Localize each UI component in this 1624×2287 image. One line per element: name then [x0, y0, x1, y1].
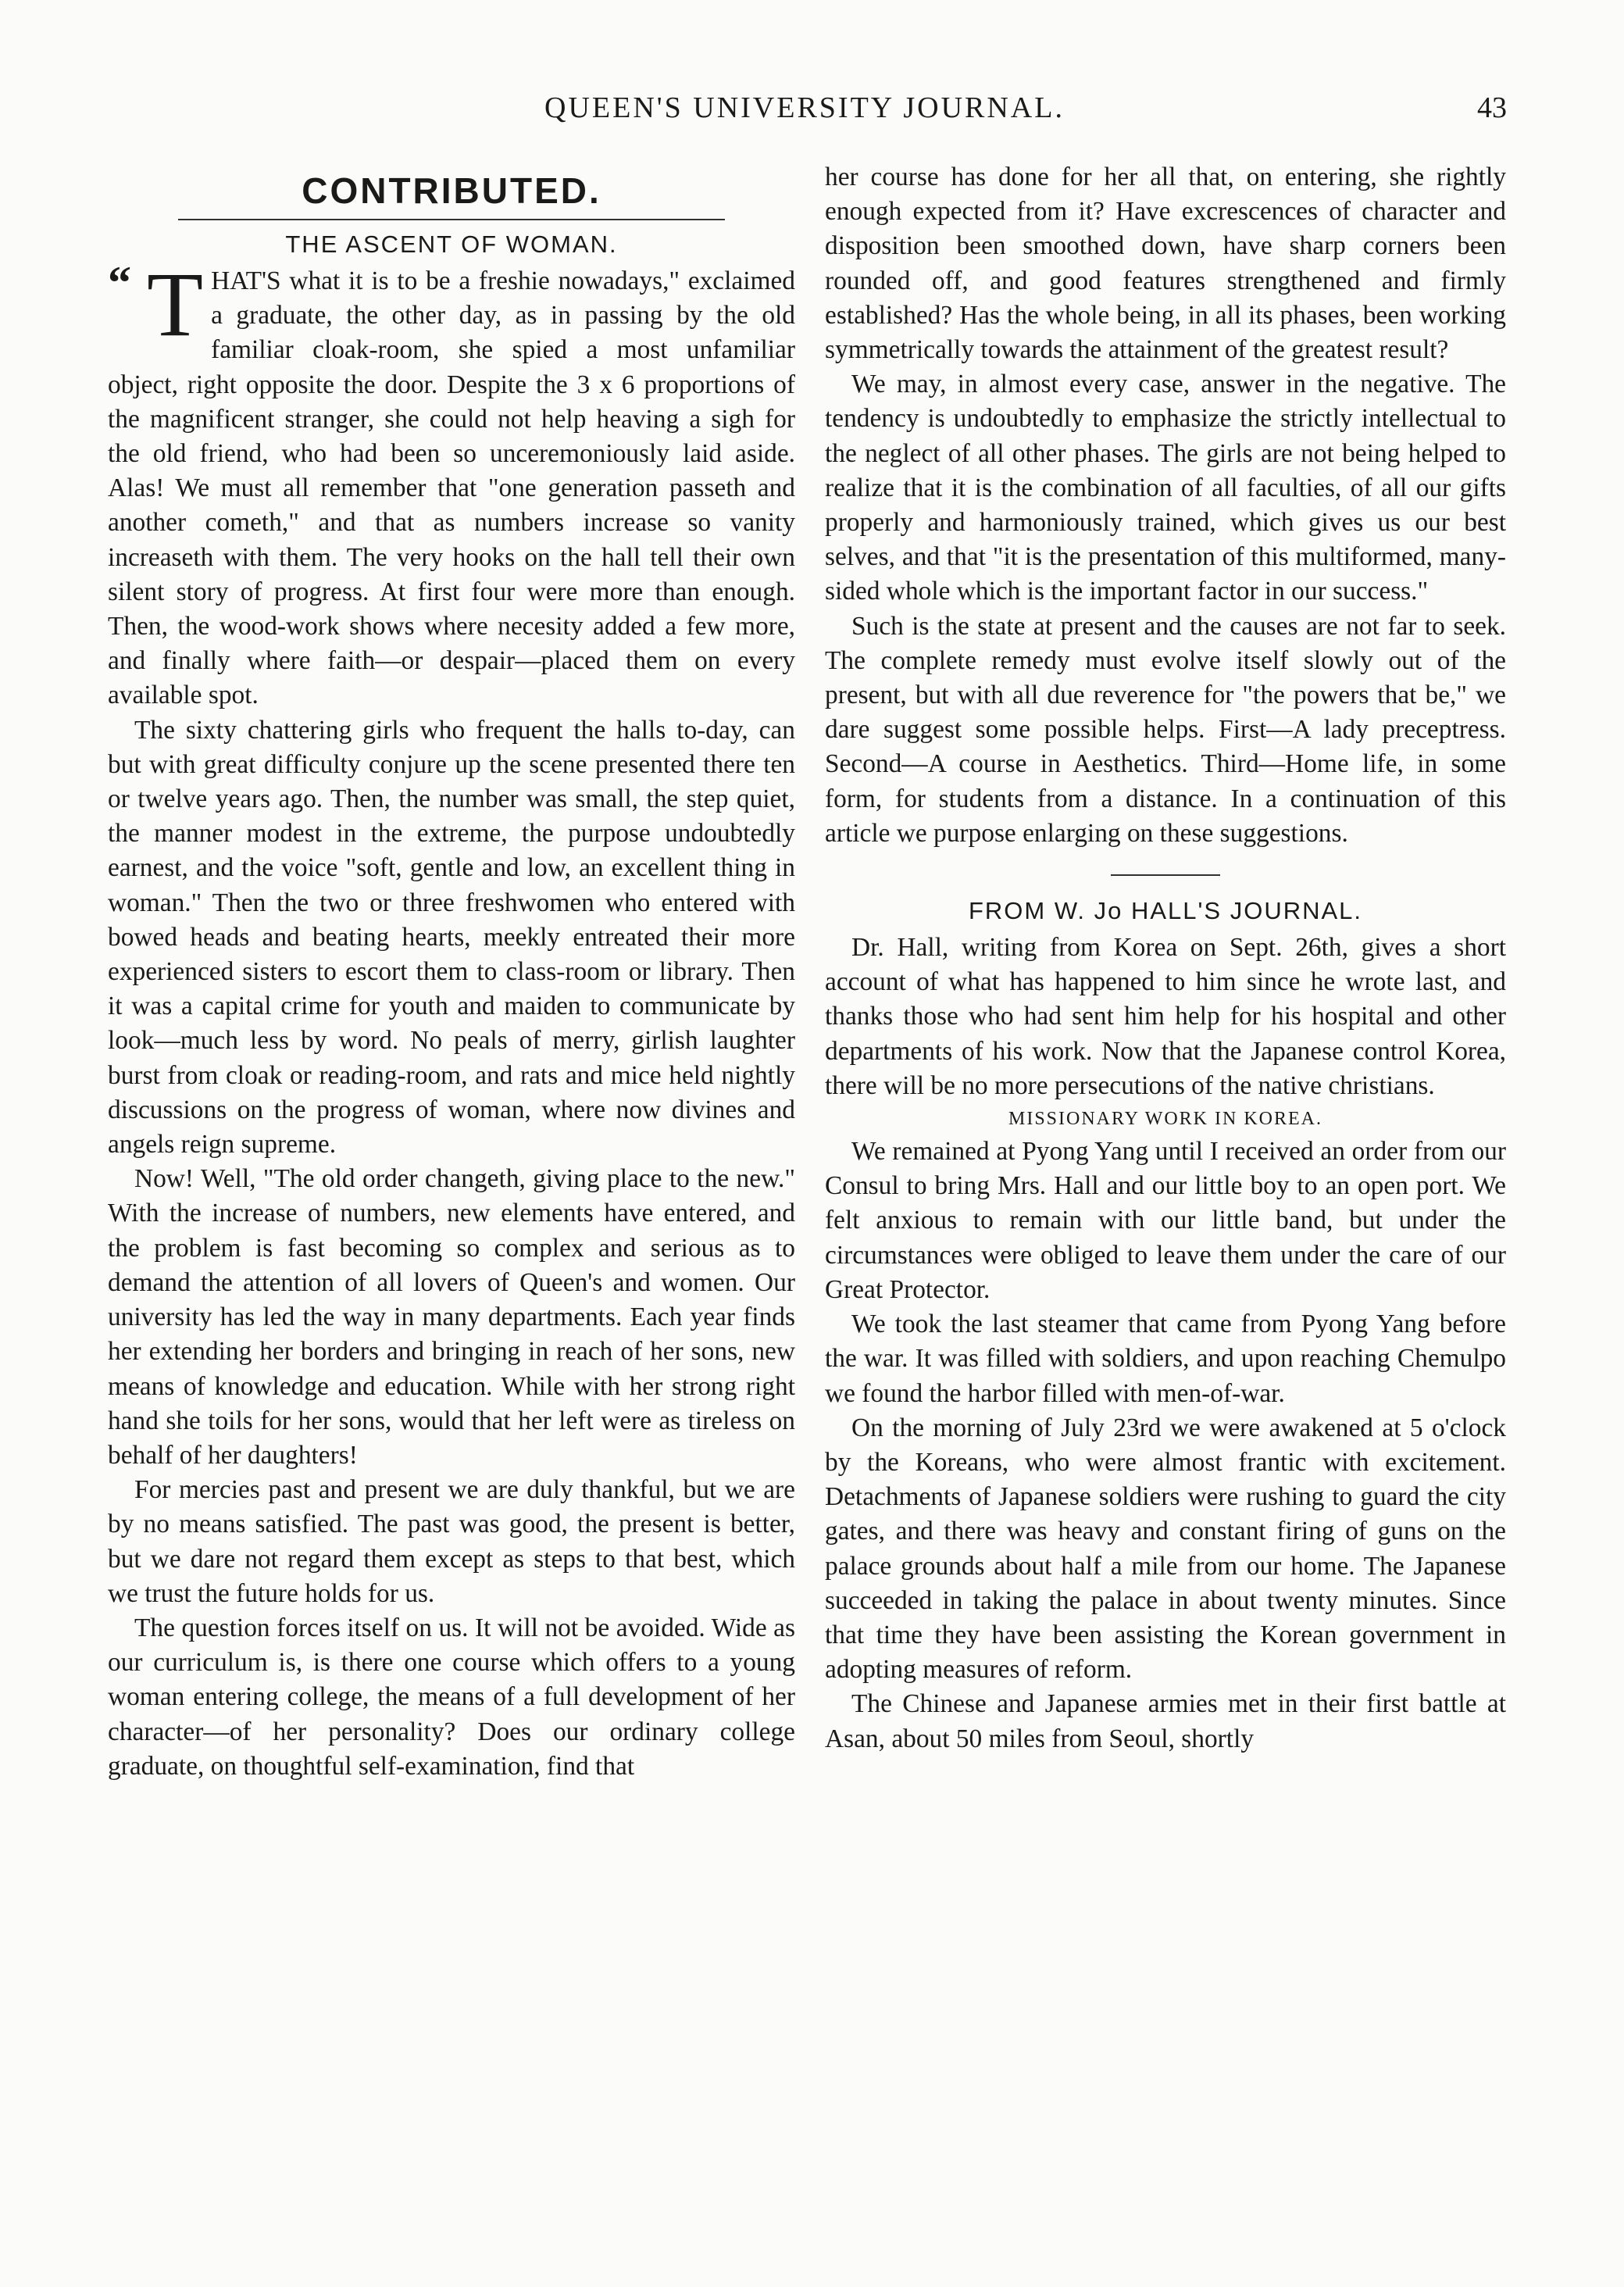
paragraph: We remained at Pyong Yang until I received an order from our Consul to bring Mrs. Hall and our little boy to an open port. We felt anxious to remain with our little band, but under the circumstances were obliged to leave them under the care of our Great Protector.	[825, 1137, 1506, 1304]
section-heading: CONTRIBUTED.	[302, 170, 601, 211]
running-head-title: QUEEN'S UNIVERSITY JOURNAL.	[544, 91, 1065, 124]
paragraph: We took the last steamer that came from Pyong Yang before the war. It was filled with soldiers, and upon reaching Chemulpo we found the harbor filled with men-of-war.	[825, 1310, 1506, 1408]
paragraph: For mercies past and present we are duly thankful, but we are by no means satisfied. The past was good, the present is better, but we dare not regard them except as steps to that best, which we trust the future holds for us.	[108, 1475, 795, 1608]
article-title-hall-journal: FROM W. Jo HALL'S JOURNAL.	[968, 897, 1363, 925]
paragraph: The sixty chattering girls who frequent the halls to-day, can but with great difficulty conjure up the scene presented there ten or twelve years ago. Then, the number was small, the step quiet, the manner modest in the extreme, the purpose undoubtedly earnest, and the voice "soft, gentle and low, an excellent thing in woman." Then the two or three freshwomen who entered with bowed heads and beating hearts, meekly entreated their more experienced sisters to escort them to class-room or library. Then it was a capital crime for youth and maiden to communicate by look—much less by word. No peals of merry, girlish laughter burst from cloak or reading-room, and rats and mice held nightly discussions on the progress of woman, where now divines and angels reign supreme.	[108, 715, 795, 1160]
left-column	[108, 164, 795, 1784]
paragraph: The question forces itself on us. It will not be avoided. Wide as our curriculum is, is there one course which offers to a young woman entering college, the means of a full development of her character—of her personality? Does our ordinary college graduate, on thoughtful self-examination, find that	[108, 1613, 795, 1781]
paragraph: We may, in almost every case, answer in the negative. The tendency is undoubtedly to emphasize the strictly intellectual to the neglect of all other phases. The girls are not being helped to realize that it is the combination of all faculties, of all our gifts properly and harmoniously trained, which gives us our best selves, and that "it is the presentation of this multiformed, many-sided whole which is the important factor in our success."	[825, 370, 1506, 606]
right-column	[825, 160, 1506, 1756]
subheading-missionary-work: MISSIONARY WORK IN KOREA.	[1008, 1109, 1323, 1130]
paragraph: Now! Well, "The old order changeth, giving place to the new." With the increase of numbers, new elements have entered, and the problem is fast becoming so complex and serious as to demand the attention of all lovers of Queen's and women. Our university has led the way in many departments. Each year finds her extending her borders and bringing in reach of her sons, new means of knowledge and education. While with her strong right hand she toils for her sons, would that her left were as tireless on behalf of her daughters!	[108, 1164, 795, 1470]
section-rule	[178, 219, 725, 220]
paragraph: Such is the state at present and the causes are not far to seek. The complete remedy must evolve itself slowly out of the present, but with all due reverence for "the powers that be," we dare suggest some possible helps. First—A lady preceptress. Second—A course in Aesthetics. Third—Home life, in some form, for students from a distance. In a continuation of this article we purpose enlarging on these suggestions.	[825, 611, 1506, 848]
paragraph: HAT'S what it is to be a freshie nowadays," exclaimed a graduate, the other day, as in passing by the old familiar cloak-room, she spied a most unfamiliar object, right opposite the door. Despite the 3 x 6 proportions of the magnificent stranger, she could not help heaving a sigh for the old friend, who had been so unceremoniously laid aside. Alas! We must all remember that "one generation passeth and another cometh," and that as numbers increase so vanity increaseth with them. The very hooks on the hall tell their own silent story of progress. At first four were more than enough. Then, the wood-work shows where necesity added a few more, and finally where faith—or despair—placed them on every available spot.	[108, 266, 795, 710]
dropcap-quote: “	[108, 257, 131, 309]
dropcap-letter: T	[147, 253, 204, 356]
article-title-ascent-of-woman: THE ASCENT OF WOMAN.	[285, 230, 618, 258]
paragraph: Dr. Hall, writing from Korea on Sept. 26th, gives a short account of what has happened to him since he wrote last, and thanks those who had sent him help for his hospital and other departments of his work. Now that the Japanese control Korea, there will be no more persecutions of the native christians.	[825, 933, 1506, 1100]
paragraph: her course has done for her all that, on entering, she rightly enough expected from it? Have excrescences of character and disposition been smoothed down, have sharp corners been rounded off, and good features strengthened and firmly established? Has the whole being, in all its phases, been working symmetrically towards the attainment of the greatest result?	[825, 163, 1506, 365]
page-number: 43	[1477, 91, 1507, 124]
article-separator	[1111, 874, 1220, 876]
paragraph: The Chinese and Japanese armies met in their first battle at Asan, about 50 miles from Seoul, shortly	[825, 1689, 1506, 1753]
opening-paragraph-wrap	[108, 253, 795, 713]
paragraph: On the morning of July 23rd we were awakened at 5 o'clock by the Koreans, who were almost frantic with excitement. Detachments of Japanese soldiers were rushing to guard the city gates, and there was heavy and constant firing of guns on the palace grounds about half a mile from our home. The Japanese succeeded in taking the palace in about twenty minutes. Since that time they have been assisting the Korean government in adopting measures of reform.	[825, 1413, 1506, 1685]
